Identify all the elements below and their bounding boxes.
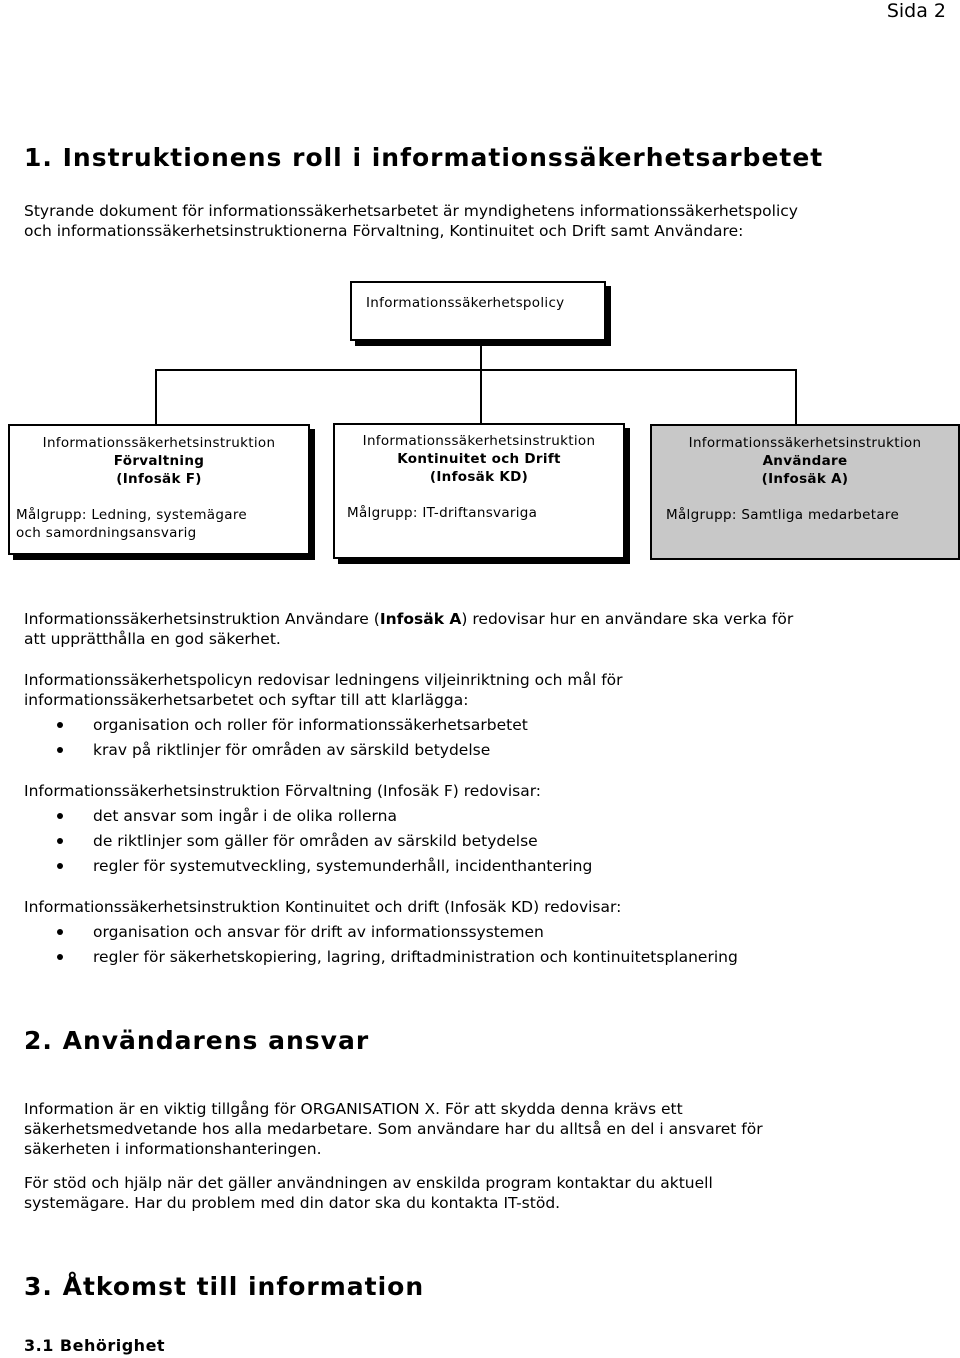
s2-p1-line-1: Information är en viktig tillgång för ORGANISATION X. För att skydda denna krävs ett xyxy=(24,1100,683,1118)
box-anvandare xyxy=(650,424,960,560)
section-2-paragraph-2 xyxy=(24,1173,924,1213)
connector-right xyxy=(795,369,797,424)
box-kontinuitet-target-1: Målgrupp: IT-driftansvariga xyxy=(347,505,538,521)
policy-box-label: Informationssäkerhetspolicy xyxy=(366,295,565,311)
box-forvaltning-target-1: Målgrupp: Ledning, systemägare xyxy=(16,507,247,523)
box-forvaltning xyxy=(8,424,310,555)
anvandare-text-line2: att upprätthålla en god säkerhet. xyxy=(24,630,281,648)
box-anvandare-code: (Infosäk A) xyxy=(761,471,849,487)
connector-vertical xyxy=(480,341,482,370)
forvaltning-list xyxy=(24,806,924,881)
s2-p1-line-3: säkerheten i informationshanteringen. xyxy=(24,1140,322,1158)
box-forvaltning-name: Förvaltning xyxy=(113,453,205,469)
box-forvaltning-code: (Infosäk F) xyxy=(116,471,202,487)
box-kontinuitet-name: Kontinuitet och Drift xyxy=(397,451,561,467)
forvaltning-intro: Informationssäkerhetsinstruktion Förvaltning (Infosäk F) redovisar: xyxy=(24,782,542,800)
intro-line-2: och informationssäkerhetsinstruktionerna Förvaltning, Kontinuitet och Drift samt Användare: xyxy=(24,222,744,240)
connector-middle xyxy=(480,369,482,424)
list-item: de riktlinjer som gäller för områden av särskild betydelse xyxy=(24,831,924,856)
section-3-heading: 3. Åtkomst till information xyxy=(24,1272,425,1301)
list-item: organisation och ansvar för drift av informationssystemen xyxy=(24,922,924,947)
policy-line-1: Informationssäkerhetspolicyn redovisar ledningens viljeinriktning och mål för xyxy=(24,671,623,689)
policy-line-2: informationssäkerhetsarbetet och syftar till att klarlägga: xyxy=(24,691,469,709)
anvandare-paragraph xyxy=(24,609,924,649)
box-forvaltning-title: Informationssäkerhetsinstruktion xyxy=(42,435,276,451)
list-item: regler för säkerhetskopiering, lagring, driftadministration och kontinuitetsplanering xyxy=(24,947,924,972)
box-forvaltning-target-2: och samordningsansvarig xyxy=(16,525,197,541)
box-anvandare-target-1: Målgrupp: Samtliga medarbetare xyxy=(666,507,900,523)
section-1-heading: 1. Instruktionens roll i informationssäkerhetsarbetet xyxy=(24,143,824,172)
box-kontinuitet-title: Informationssäkerhetsinstruktion xyxy=(362,433,596,449)
connector-left xyxy=(155,369,157,424)
list-item: krav på riktlinjer för områden av särskild betydelse xyxy=(24,740,924,765)
s2-p2-line-1: För stöd och hjälp när det gäller användningen av enskilda program kontaktar du aktuell xyxy=(24,1174,713,1192)
kontinuitet-intro: Informationssäkerhetsinstruktion Kontinuitet och drift (Infosäk KD) redovisar: xyxy=(24,898,622,916)
box-kontinuitet xyxy=(333,423,625,559)
box-anvandare-title: Informationssäkerhetsinstruktion xyxy=(688,435,922,451)
kontinuitet-list xyxy=(24,922,924,972)
anvandare-text-post: ) redovisar hur en användare ska verka för xyxy=(461,610,794,628)
anvandare-text-pre: Informationssäkerhetsinstruktion Användare ( xyxy=(24,610,380,628)
connector-horizontal xyxy=(155,369,797,371)
section-2-heading: 2. Användarens ansvar xyxy=(24,1026,370,1055)
intro-paragraph xyxy=(24,201,924,241)
list-item: regler för systemutveckling, systemunderhåll, incidenthantering xyxy=(24,856,924,881)
box-anvandare-name: Användare xyxy=(762,453,848,469)
forvaltning-section xyxy=(24,781,924,881)
section-2-paragraph-1 xyxy=(24,1099,924,1159)
intro-line-1: Styrande dokument för informationssäkerhetsarbetet är myndighetens informationssäkerhetspolicy xyxy=(24,202,798,220)
anvandare-text-bold: Infosäk A xyxy=(379,610,462,628)
box-kontinuitet-code: (Infosäk KD) xyxy=(429,469,529,485)
s2-p2-line-2: systemägare. Har du problem med din dator ska du kontakta IT-stöd. xyxy=(24,1194,561,1212)
policy-section xyxy=(24,670,924,765)
policy-box xyxy=(350,281,606,341)
section-3-1-heading: 3.1 Behörighet xyxy=(24,1336,166,1355)
list-item: organisation och roller för informationssäkerhetsarbetet xyxy=(24,715,924,740)
page-number: Sida 2 xyxy=(886,0,946,22)
policy-list xyxy=(24,715,924,765)
s2-p1-line-2: säkerhetsmedvetande hos alla medarbetare. Som användare har du alltså en del i ansvaret för xyxy=(24,1120,763,1138)
kontinuitet-section xyxy=(24,897,924,972)
list-item: det ansvar som ingår i de olika rollerna xyxy=(24,806,924,831)
